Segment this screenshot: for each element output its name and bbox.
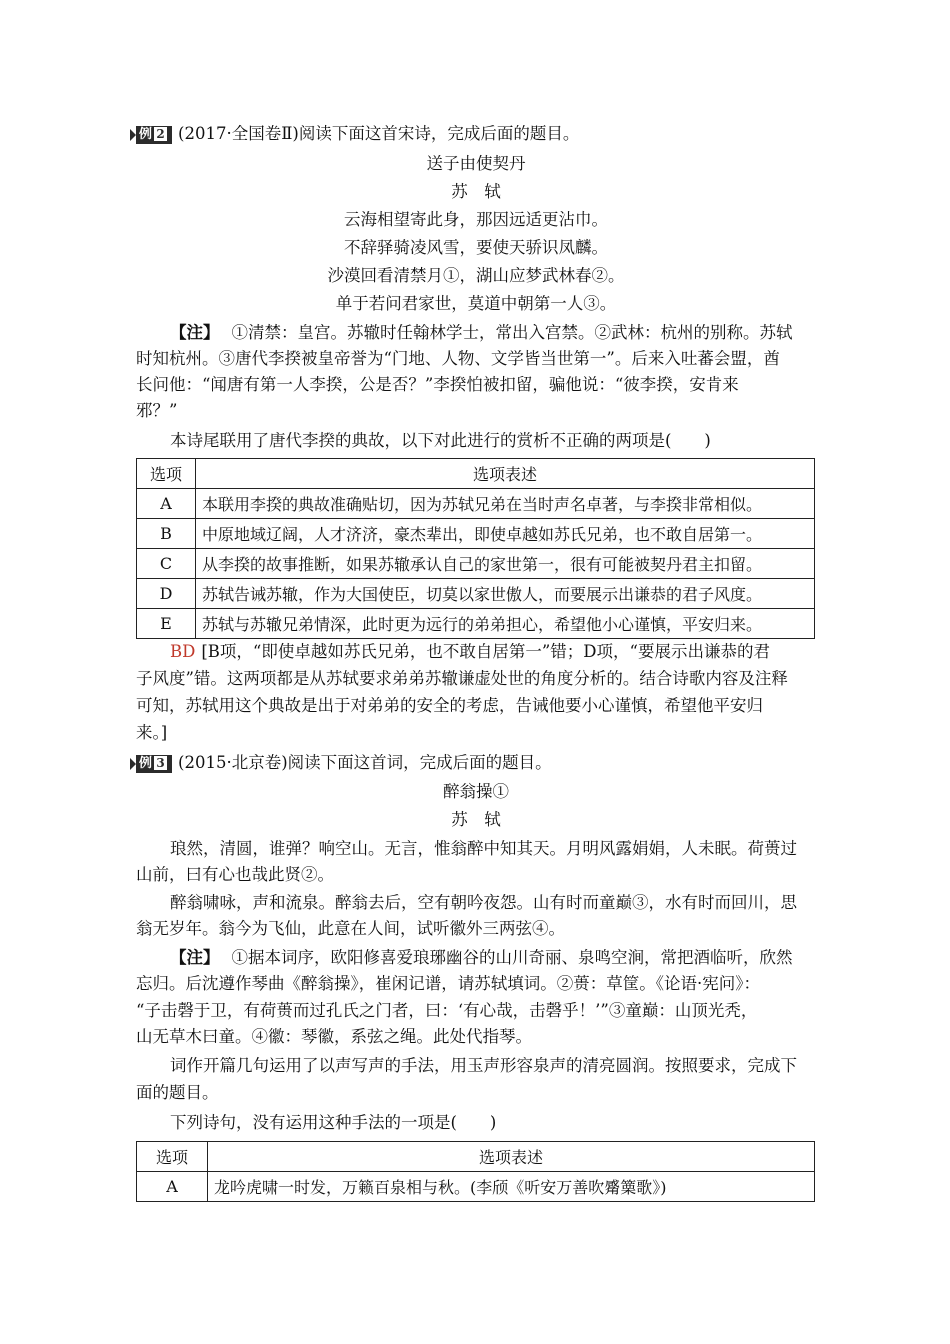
- poem-title: 醉翁操①: [443, 782, 509, 801]
- prompt-line: 词作开篇几句运用了以声写声的手法，用玉声形容泉声的清亮圆润。按照要求，完成下: [170, 1056, 797, 1075]
- note-line: 【注】 ①清禁：皇宫。苏辙时任翰林学士，常出入宫禁。②武林：杭州的别称。苏轼: [170, 323, 793, 342]
- example-2-intro: (2017·全国卷Ⅱ)阅读下面这首宋诗，完成后面的题目。: [178, 124, 580, 143]
- answer-text: BD: [170, 642, 196, 661]
- poem-line: 不辞驿骑凌风雪，要使天骄识凤麟。: [344, 238, 608, 257]
- options-table: [136, 458, 815, 639]
- table-row: A 龙吟虎啸一时发，万籁百泉相与秋。(李颀《听安万善吹觱篥歌》): [137, 1172, 815, 1202]
- table-header-row: 选项 选项表述: [137, 1142, 815, 1172]
- example-3-heading: [136, 753, 816, 773]
- example-3-intro: (2015·北京卷)阅读下面这首词，完成后面的题目。: [178, 753, 552, 772]
- note-line: 忘归。后沈遵作琴曲《醉翁操》，崔闲记谱，请苏轼填词。②蒉：草筐。《论语·宪问》：: [136, 974, 760, 993]
- poem-title: 送子由使契丹: [426, 154, 526, 173]
- example-2-heading: [136, 124, 816, 144]
- poem-line: 沙漠回看清禁月①，湖山应梦武林春②。: [327, 266, 625, 285]
- question-text: 本诗尾联用了唐代李揆的典故，以下对此进行的赏析不正确的两项是( ): [170, 431, 711, 450]
- example-badge: 例 3: [136, 755, 172, 773]
- poem-author: 苏 轼: [451, 182, 501, 201]
- table-row: C 从李揆的故事推断，如果苏辙承认自己的家世第一，很有可能被契丹君主扣留。: [137, 549, 815, 579]
- table-row: E 苏轼与苏辙兄弟情深，此时更为远行的弟弟担心，希望他小心谨慎，平安归来。: [137, 609, 815, 639]
- poem-author: 苏 轼: [451, 810, 501, 829]
- note-line: 邪？”: [136, 401, 178, 420]
- poem-line: 山前，曰有心也哉此贤②。: [136, 865, 334, 884]
- poem-line: 醉翁啸咏，声和流泉。醉翁去后，空有朝吟夜怨。山有时而童巅③，水有时而回川，思: [170, 893, 797, 912]
- table-row: B 中原地域辽阔，人才济济，豪杰辈出，即使卓越如苏氏兄弟，也不敢自居第一。: [137, 519, 815, 549]
- note-line: “子击磬于卫，有荷蒉而过孔氏之门者，曰：‘有心哉，击磬乎！’”③童巅：山顶光秃，: [136, 1001, 758, 1020]
- poem-line: 云海相望寄此身，那因远适更沾巾。: [344, 210, 608, 229]
- note-label: 【注】: [170, 323, 220, 342]
- poem-line: 单于若问君家世，莫道中朝第一人③。: [335, 294, 617, 313]
- note-label: 【注】: [170, 948, 220, 967]
- question-text: 下列诗句，没有运用这种手法的一项是( ): [170, 1113, 497, 1132]
- explanation-line: 子风度”错。这两项都是从苏轼要求弟弟苏辙谦虚处世的角度分析的。结合诗歌内容及注释: [136, 669, 788, 688]
- note-line: 【注】 ①据本词序，欧阳修喜爱琅琊幽谷的山川奇丽、泉鸣空涧，常把酒临听，欣然: [170, 948, 793, 967]
- note-line: 山无草木曰童。④徽：琴徽，系弦之绳。此处代指琴。: [136, 1027, 532, 1046]
- note-line: 时知杭州。③唐代李揆被皇帝誉为“门地、人物、文学皆当世第一”。后来入吐蕃会盟，酋: [136, 349, 780, 368]
- explanation-line: 来。]: [136, 723, 168, 742]
- table-header-row: 选项 选项表述: [137, 459, 815, 489]
- poem-line: 琅然，清圆，谁弹？响空山。无言，惟翁醉中知其天。月明风露娟娟，人未眠。荷蒉过: [170, 839, 797, 858]
- prompt-line: 面的题目。: [136, 1083, 219, 1102]
- options-table: [136, 1141, 815, 1202]
- answer-line: BD [B项，“即使卓越如苏氏兄弟，也不敢自居第一”错；D项，“要展示出谦恭的君: [170, 642, 770, 661]
- poem-line: 翁无岁年。翁今为飞仙，此意在人间，试听徽外三两弦④。: [136, 919, 565, 938]
- table-row: A 本联用李揆的典故准确贴切，因为苏轼兄弟在当时声名卓著，与李揆非常相似。: [137, 489, 815, 519]
- note-line: 长问他：“闻唐有第一人李揆，公是否？”李揆怕被扣留，骗他说：“彼李揆，安肯来: [136, 375, 739, 394]
- explanation-line: 可知，苏轼用这个典故是出于对弟弟的安全的考虑，告诫他要小心谨慎，希望他平安归: [136, 696, 763, 715]
- example-badge: 例 2: [136, 126, 172, 144]
- table-row: D 苏轼告诫苏辙，作为大国使臣，切莫以家世傲人，而要展示出谦恭的君子风度。: [137, 579, 815, 609]
